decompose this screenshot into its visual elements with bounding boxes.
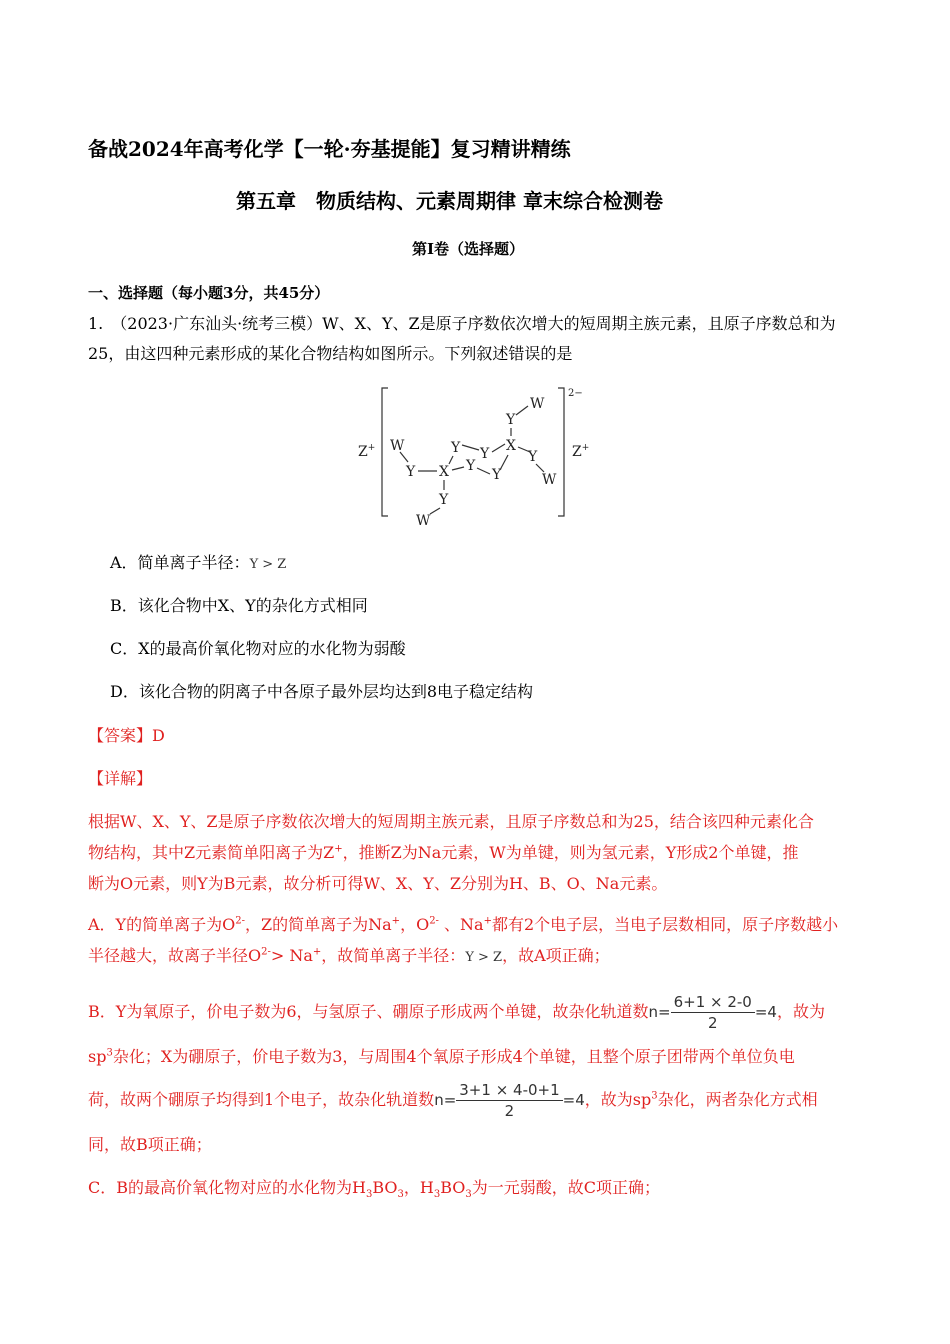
detail-p1-line1: 根据W、X、Y、Z是原子序数依次增大的短周期主族元素，且原子序数总和为25，结合该四种元素化合 [88, 812, 814, 831]
svg-text:W: W [390, 438, 405, 454]
cation-right: Z+ [572, 443, 590, 460]
section-heading: 一、选择题（每小题3分，共45分） [88, 284, 330, 302]
compound-structure-diagram [352, 382, 602, 528]
svg-text:Y: Y [406, 464, 416, 480]
formula-fraction-1: $\frac{6+1 \times 2-0}{2}$ [671, 992, 755, 1033]
svg-text:W: W [542, 472, 557, 488]
detail-b-line1: B．Y为氧原子，价电子数为6，与氢原子、硼原子形成两个单键，故杂化轨道数n= $\frac{6+1 \times 2-0}{2}$ =4，故为 [88, 993, 825, 1032]
volume-heading: 第I卷（选择题） [412, 240, 525, 258]
chapter-title: 第五章 物质结构、元素周期律 章末综合检测卷 [236, 189, 663, 213]
option-b: B．该化合物中X、Y的杂化方式相同 [110, 596, 368, 615]
option-d: D．该化合物的阴离子中各原子最外层均达到8电子稳定结构 [110, 682, 534, 701]
formula-fraction-2: $\frac{3+1 \times 4-0+1}{2}$ [456, 1080, 562, 1121]
option-c: C．X的最高价氧化物对应的水化物为弱酸 [110, 639, 406, 658]
detail-a-line2: 半径越大，故离子半径$O^{2-}> Na^+$，故简单离子半径：Y > Z，故A项正确； [88, 946, 610, 965]
answer-label: 【答案】D [88, 726, 165, 745]
svg-text:Y: Y [506, 412, 516, 428]
question-stem-line1: 1. （2023·广东汕头·统考三模）W、X、Y、Z是原子序数依次增大的短周期主族元素，且原子序数总和为 [88, 314, 836, 333]
anion-charge-label: 2− [568, 388, 583, 399]
question-stem-line2: 25，由这四种元素形成的某化合物结构如图所示。下列叙述错误的是 [88, 344, 573, 363]
svg-text:X: X [439, 464, 449, 480]
detail-p1-line2: 物结构，其中Z元素简单阳离子为Z+，推断Z为Na元素，W为单键，则为氢元素，Y形成2个单键，推 [88, 843, 799, 862]
detail-p1-line3: 断为O元素，则Y为B元素，故分析可得W、X、Y、Z分别为H、B、O、Na元素。 [88, 874, 668, 893]
svg-text:W: W [530, 396, 545, 412]
detail-b-line4: 同，故B项正确； [88, 1135, 212, 1154]
svg-text:X: X [506, 438, 516, 454]
cation-left: Z+ [358, 443, 376, 460]
option-a: A．简单离子半径：Y > Z [110, 553, 287, 572]
svg-text:Y: Y [492, 467, 502, 483]
svg-text:W: W [416, 513, 431, 528]
svg-text:Y: Y [480, 446, 490, 462]
document-title: 备战2024年高考化学【一轮·夯基提能】复习精讲精练 [88, 137, 571, 161]
detail-b-line3: 荷，故两个硼原子均得到1个电子，故杂化轨道数n= $\frac{3+1 \times 4-0+1}{2}$ =4，故为$sp^3$杂化，两者杂化方式相 [88, 1081, 818, 1120]
detail-label: 【详解】 [88, 769, 153, 788]
svg-text:Y: Y [466, 458, 476, 474]
svg-text:Y: Y [439, 492, 449, 508]
option-a-math: Y > Z [249, 557, 287, 572]
detail-b-line2: $sp^3$杂化；X为硼原子，价电子数为3，与周围4个氧原子形成4个单键，且整个原子团带两个单位负电 [88, 1047, 795, 1066]
svg-text:Y: Y [451, 440, 461, 456]
detail-c-line1: C．B的最高价氧化物对应的水化物为$H_3BO_3$，$H_3BO_3$为一元弱酸，故C项正确； [88, 1178, 661, 1201]
detail-a-line1: A．Y的简单离子为$O^{2-}$，Z的简单离子为Na+，$O^{2-}$ 、Na+都有2个电子层，当电子层数相同，原子序数越小 [88, 915, 839, 934]
svg-text:Y: Y [528, 449, 538, 465]
